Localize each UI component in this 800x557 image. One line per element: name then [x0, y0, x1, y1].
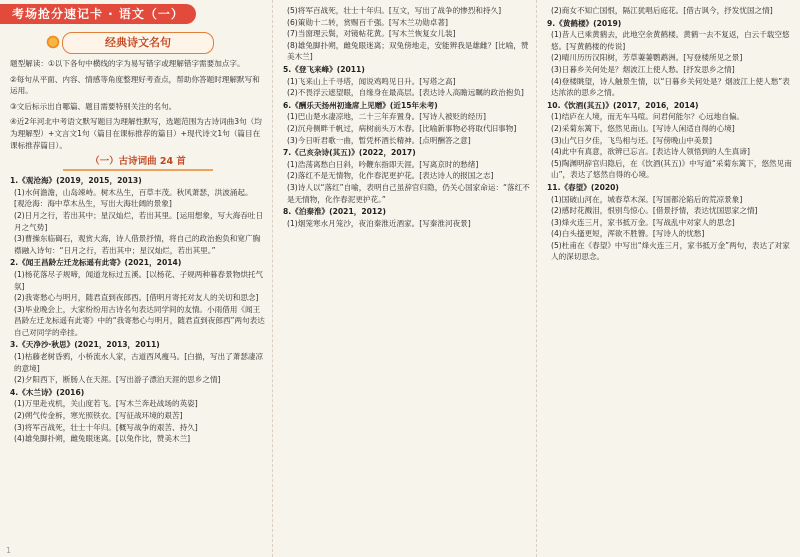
poem-line: (3)山气日夕佳，飞鸟相与还。[写傍晚山中美景]: [551, 135, 712, 145]
poem-line: (1)水何澹澹，山岛竦峙。树木丛生，百草丰茂。秋风萧瑟，洪波涌起。: [14, 187, 253, 197]
col3-item-list: [547, 5, 794, 263]
column-2: [272, 0, 536, 557]
intro-line: ③文后标示出自哪篇、题目需要特别关注的名句。: [10, 101, 177, 111]
poem-line: (3)诗人以“落红”自喻，表明自己虽辞官归隐，仍关心国家命运：“落红不是无情物，化作春泥更护花。”: [287, 182, 530, 204]
poem-line: (1)浩荡离愁白日斜，吟鞭东指即天涯。[写离京时的愁绪]: [287, 159, 479, 169]
poem-line: (2)采菊东篱下，悠然见南山。[写诗人闲适自得的心境]: [551, 123, 735, 133]
poem-line: (2)日月之行，若出其中；星汉灿烂，若出其里。[运用想象，写大海吞吐日月之气势]: [14, 210, 264, 232]
poem-item: [547, 182, 794, 263]
poem-title: 9.《黄鹤楼》(2019): [547, 18, 622, 28]
poem-line: (5)杜甫在《春望》中写出“烽火连三月，家书抵万金”两句，表达了对家人的深切思念。: [551, 240, 790, 262]
intro-line: ④近2年河北中考语文默写题目为理解性默写，选题范围为古诗词曲3句（均为理解型）+文言文1句（篇目在课标推荐的篇目）+现代诗文1句（篇目在课标推荐篇目）。: [10, 117, 262, 150]
poem-line: (1)国破山河在，城春草木深。[写国都沦陷后的荒凉景象]: [551, 194, 743, 204]
poem-title: 10.《饮酒(其五)》(2017，2016，2014): [547, 100, 699, 110]
poem-line: (1)烟笼寒水月笼沙，夜泊秦淮近酒家。[写秦淮河夜景]: [287, 218, 471, 228]
poem-item: [283, 100, 530, 146]
poem-line: (2)夕阳西下，断肠人在天涯。[写出游子漂泊天涯的思乡之情]: [14, 375, 221, 385]
poem-line: (4)登楼眺望，诗人触景生情，以“日暮乡关何处是？烟波江上使人愁”表达浓浓的思乡之情。: [551, 76, 790, 98]
poem-line: (1)杨花落尽子规啼，闻道龙标过五溪。[以杨花、子规两种暮春景物烘托气氛]: [14, 269, 264, 291]
poem-line: (2)晴川历历汉阳树，芳草萋萋鹦鹉洲。[写登楼所见之景]: [551, 53, 743, 63]
poem-item: [10, 257, 266, 338]
poem-item: [283, 206, 530, 229]
intro-line: 题型解读：①以下各句中横线的字为易写错字或理解错字需要加点字。: [10, 59, 245, 68]
poem-line: (2)落红不是无情物，化作春泥更护花。[表达诗人的报国之志]: [287, 171, 494, 181]
poem-line: (2)沉舟侧畔千帆过，病树前头万木春。[比喻新事物必将取代旧事物]: [287, 123, 517, 133]
poem-title: 11.《春望》(2020): [547, 182, 619, 192]
poem-line: (3)毕业晚会上，大家纷纷用古诗名句表达同学间的友情。小雨借用《闻王昌龄左迁龙标遥有此寄》中的“我寄愁心与明月，随君直到夜郎西”两句表达自己对同学的牵挂。: [14, 304, 265, 337]
poem-line: (3)日暮乡关何处是？烟波江上使人愁。[抒发思乡之情]: [551, 64, 735, 74]
poem-line: (1)结庐在人境，而无车马喧。问君何能尔？心远地自偏。: [551, 112, 745, 122]
poem-line: (2)不畏浮云遮望眼，自缘身在最高层。[表达诗人高瞻远瞩的政治抱负]: [287, 88, 524, 98]
poem-item: [283, 64, 530, 99]
col2-item-list: [283, 5, 530, 229]
page-number: 1: [6, 546, 12, 555]
poem-item: [547, 5, 794, 17]
poem-line: (2)我寄愁心与明月，随君直到夜郎西。[借明月寄托对友人的关切和思念]: [14, 293, 259, 303]
poem-title: 3.《天净沙·秋思》(2021，2013，2011): [10, 340, 160, 350]
intro-line: ②每句从平面、内容、情感等角度整理好考查点，帮助你答题时理解默写和运用。: [10, 74, 260, 96]
poem-line: (7)当窗理云鬓，对镜帖花黄。[写木兰恢复女儿装]: [287, 29, 456, 39]
poem-line: (8)雄兔脚扑朔，雌兔眼迷离；双兔傍地走，安能辨我是雄雌？[比喻，赞美木兰]: [287, 40, 529, 62]
poem-item: [10, 387, 266, 445]
poem-line: (4)白头搔更短，浑欲不胜簪。[写诗人的忧愁]: [551, 229, 705, 239]
column-1: [0, 0, 272, 557]
poem-line: (4)雄兔脚扑朔，雌兔眼迷离。[以兔作比，赞美木兰]: [14, 434, 191, 444]
poem-line: (5)陶渊明辞官归隐后，在《饮酒(其五)》中写道“采菊东篱下，悠然见南山”，表达了悠然自得的心境。: [551, 158, 792, 180]
poem-item: [547, 18, 794, 99]
poem-line: (1)飞来山上千寻塔，闻说鸡鸣见日升。[写塔之高]: [287, 76, 456, 86]
poem-title: 2.《闻王昌龄左迁龙标遥有此寄》(2021，2014): [10, 258, 182, 268]
col1-item-list: [10, 175, 266, 445]
poem-line: (1)枯藤老树昏鸦，小桥流水人家，古道西风瘦马。[白描，写出了萧瑟凄凉的意境]: [14, 352, 264, 373]
poem-line: (5)将军百战死，壮士十年归。[互文，写出了战争的惨烈和持久]: [287, 6, 502, 15]
poem-line: (2)感时花溅泪，恨别鸟惊心。[借景抒情，表达忧国思家之情]: [551, 206, 758, 216]
poem-title: 7.《己亥杂诗(其五)》(2022，2017): [283, 148, 416, 158]
poem-line: (2)朔气传金柝，寒光照铁衣。[写征战环境的艰苦]: [14, 411, 183, 421]
sub-title: （一）古诗词曲 24 首: [63, 155, 213, 171]
poem-line: (3)将军百战死，壮士十年归。[概写战争的艰苦、持久]: [14, 422, 198, 432]
sun-icon: [45, 34, 61, 50]
poem-line: (3)烽火连三月，家书抵万金。[写战乱中对家人的思念]: [551, 217, 735, 227]
poem-item: [283, 5, 530, 63]
poem-line: (2)商女不知亡国恨，隔江犹唱后庭花。[借古讽今，抒发忧国之情]: [551, 6, 773, 15]
poem-title: 6.《酬乐天扬州初逢席上见赠》(近15年未考): [283, 100, 438, 110]
poem-title: 1.《观沧海》(2019，2015，2013): [10, 176, 142, 186]
poem-line: (3)今日听君歌一曲，暂凭杯酒长精神。[点明酬答之意]: [287, 135, 471, 145]
poem-line: (3)曹操东临碣石，观赏大海，诗人借景抒情，将自己的政治抱负和宽广胸襟融入诗句：“日月之行，若出其中；星汉灿烂，若出其里。”: [14, 234, 261, 255]
poem-line: (1)巴山楚水凄凉地，二十三年弃置身。[写诗人被贬的经历]: [287, 112, 486, 122]
poem-line: (1)昔人已乘黄鹤去，此地空余黄鹤楼。黄鹤一去不复返，白云千载空悠悠。[写黄鹤楼的传说]: [551, 30, 790, 51]
poem-item: [10, 175, 266, 256]
poem-line: (4)此中有真意，欲辨已忘言。[表达诗人领悟到的人生真谛]: [551, 147, 750, 157]
poem-item: [10, 339, 266, 385]
intro-block: [10, 58, 266, 151]
poem-title: 8.《泊秦淮》(2021，2012): [283, 207, 386, 217]
section-title-text: 经典诗文名句: [105, 36, 171, 49]
column-3: [536, 0, 800, 557]
poem-line: (6)策勋十二转，赏赐百千强。[写木兰功勋卓著]: [287, 17, 448, 27]
poem-title: 4.《木兰诗》(2016): [10, 387, 85, 397]
section-title: [62, 32, 214, 54]
poem-line: [观沧海：海中草木丛生，写出大海壮阔的景象]: [14, 199, 172, 209]
poem-item: [547, 100, 794, 181]
poem-item: [283, 147, 530, 205]
poem-line: (1)万里赴戎机，关山度若飞。[写木兰奔赴战场的英姿]: [14, 399, 198, 409]
page-banner: 考场抢分速记卡 · 语文（一）: [0, 4, 196, 24]
poem-title: 5.《登飞来峰》(2011): [283, 64, 365, 74]
